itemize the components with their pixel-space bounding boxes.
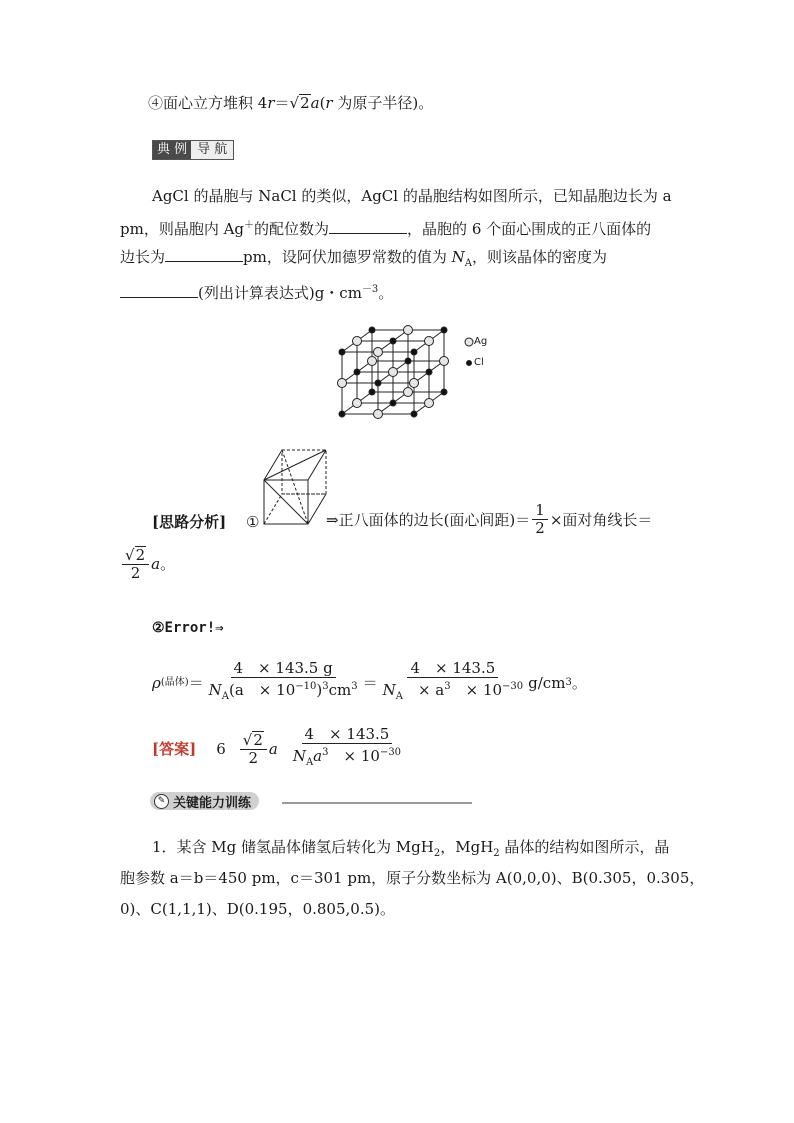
frac2-A: A bbox=[395, 691, 403, 702]
density-end: 。 bbox=[571, 673, 587, 692]
answer-fraction-2 bbox=[240, 731, 267, 767]
analysis-label bbox=[152, 512, 226, 532]
ans3-exp: −30 bbox=[379, 747, 402, 758]
exercise-line-1 bbox=[152, 837, 669, 864]
paren-open: ( bbox=[319, 94, 326, 112]
ans3-num: 4 × 143.5 bbox=[302, 726, 393, 744]
exercise-line-2: 胞参数 a＝b＝450 pm，c＝301 pm，原子分数坐标为 A(0,0,0)、B(0.305，0.305， bbox=[120, 869, 705, 887]
rule-fcc-packing bbox=[148, 93, 433, 113]
ans2-radicand: 2 bbox=[253, 730, 263, 749]
problem-text-4c: 。 bbox=[378, 284, 394, 302]
ans3-A: A bbox=[305, 757, 314, 768]
section-rule bbox=[282, 802, 472, 804]
frac1-A: A bbox=[221, 691, 230, 702]
ans3-den bbox=[290, 744, 404, 771]
frac2-mid: × 10 bbox=[450, 681, 503, 699]
frac2-a-exp: 3 bbox=[444, 681, 451, 692]
var-a: a bbox=[310, 94, 320, 112]
period: 。 bbox=[160, 555, 176, 573]
frac1-rest: (a × 10 bbox=[229, 681, 296, 699]
ex-text-1: 1．某含 Mg 储氢晶体储氢后转化为 MgH bbox=[152, 838, 434, 856]
problem-text-4b: (列出计算表达式)g・cm bbox=[198, 284, 362, 302]
section-pill bbox=[150, 792, 259, 810]
problem-line-1 bbox=[152, 186, 672, 206]
rho: ρ bbox=[152, 673, 161, 692]
problem-text-1: AgCl 的晶胞与 NaCl 的类似，AgCl 的晶胞结构如图所示，已知晶胞边长为 a bbox=[152, 187, 672, 205]
analysis-text: ⇒正八面体的边长(面心间距)＝ bbox=[326, 510, 531, 529]
ans2-num: √2 bbox=[240, 731, 267, 750]
frac1-N: N bbox=[208, 681, 222, 699]
badge-left: 典 例 bbox=[153, 141, 191, 159]
key-ability-training-header bbox=[150, 792, 259, 810]
ans2-a: a bbox=[268, 739, 278, 758]
root2-num: √2 bbox=[122, 546, 149, 565]
ans2-den: 2 bbox=[248, 748, 259, 767]
frac2-rest: × a bbox=[402, 681, 445, 699]
step1-marker: ① bbox=[246, 513, 260, 531]
ex-text-1c: 晶体的结构如图所示，晶 bbox=[499, 838, 670, 856]
root2-radicand: 2 bbox=[135, 546, 146, 564]
ans3-a: a bbox=[313, 747, 323, 765]
answer-blank-2[interactable] bbox=[165, 247, 243, 262]
ex-text-1b: ，MgH bbox=[440, 838, 494, 856]
analysis-step1 bbox=[246, 512, 259, 532]
answer-blank-1[interactable] bbox=[329, 219, 407, 234]
ex-sub-2: 2 bbox=[493, 848, 500, 859]
var-r: r bbox=[267, 94, 275, 112]
note-text: 为原子半径)。 bbox=[332, 94, 434, 112]
analysis-line-2 bbox=[120, 546, 175, 582]
answer-label: [答案] bbox=[152, 739, 197, 758]
eq2: ＝ bbox=[362, 673, 378, 692]
sqrt-sign: √ bbox=[289, 94, 300, 112]
frac1-cm: cm bbox=[328, 681, 352, 699]
ex-sub-1: 2 bbox=[433, 848, 441, 859]
problem-text-3b: pm，设阿伏加德罗常数的值为 bbox=[243, 248, 452, 266]
analysis-label-text: [思路分析] bbox=[152, 513, 227, 531]
problem-text-2b: 的配位数为 bbox=[254, 220, 330, 238]
density-fraction-2 bbox=[380, 660, 527, 705]
answer-fraction-3 bbox=[290, 726, 404, 771]
answer-line bbox=[152, 726, 406, 771]
problem-text-2a: pm，则晶胞内 Ag bbox=[120, 220, 245, 238]
example-guide-badge bbox=[152, 140, 234, 160]
problem-line-4 bbox=[120, 280, 393, 303]
answer-blank-3[interactable] bbox=[120, 283, 198, 298]
density-fraction-1 bbox=[206, 660, 361, 705]
density-unit-exp: 3 bbox=[565, 676, 572, 688]
problem-line-2 bbox=[120, 216, 651, 239]
ag-plus: ＋ bbox=[244, 220, 255, 231]
root2-den: 2 bbox=[130, 564, 141, 582]
half-den: 2 bbox=[535, 519, 545, 537]
frac2-den bbox=[380, 678, 527, 705]
sub-A: A bbox=[464, 258, 472, 269]
pencil-circle-icon: ✎ bbox=[154, 794, 169, 809]
fraction-half bbox=[532, 502, 548, 537]
ans3-a-exp: 3 bbox=[322, 747, 329, 758]
eq1: ＝ bbox=[188, 673, 204, 692]
frac1-num: 4 × 143.5 g bbox=[231, 660, 336, 678]
legend-cl: Cl bbox=[474, 357, 484, 368]
var-N: N bbox=[451, 248, 465, 266]
legend-ag: Ag bbox=[474, 336, 488, 347]
note-r: r bbox=[325, 94, 333, 112]
frac2-exp: −30 bbox=[502, 681, 524, 692]
ans3-mid: × 10 bbox=[328, 747, 380, 765]
unit-exp: －3 bbox=[361, 284, 379, 295]
rho-sub: (晶体) bbox=[160, 676, 189, 688]
section-title: 关键能力训练 bbox=[173, 795, 252, 811]
frac2-num: 4 × 143.5 bbox=[407, 660, 498, 678]
frac2-N: N bbox=[382, 681, 396, 699]
analysis-line-1 bbox=[326, 502, 652, 537]
answer-value-1: 6 bbox=[216, 739, 226, 758]
frac1-close: ) bbox=[316, 681, 323, 699]
frac1-cube: 3 bbox=[322, 681, 329, 692]
frac1-den bbox=[206, 678, 361, 705]
fraction-root2-over-2 bbox=[122, 546, 149, 582]
equals: ＝ bbox=[274, 94, 290, 112]
exercise-line-3: 0)、C(1,1,1)、D(0.195，0.805,0.5)。 bbox=[120, 900, 395, 918]
frac1-exp: −10 bbox=[295, 681, 317, 692]
half-num: 1 bbox=[532, 502, 548, 520]
problem-text-2c: ，晶胞的 6 个面心围成的正八面体的 bbox=[407, 220, 652, 238]
frac1-cm-exp: 3 bbox=[351, 681, 358, 692]
problem-line-3 bbox=[120, 247, 607, 274]
analysis-text2: ×面对角线长＝ bbox=[549, 510, 653, 529]
var-a-2: a bbox=[151, 555, 161, 573]
face-diagonal-cube-figure bbox=[262, 446, 332, 528]
sqrt-radicand: 2 bbox=[300, 94, 310, 112]
rule-prefix: ④面心立方堆积 4 bbox=[148, 94, 268, 112]
density-unit: g/cm bbox=[528, 673, 566, 692]
badge-right: 导 航 bbox=[191, 141, 233, 159]
analysis-step2: ②Error!⇒ bbox=[152, 620, 224, 636]
ans3-N: N bbox=[292, 747, 306, 765]
problem-text-3c: ，则该晶体的密度为 bbox=[471, 248, 607, 266]
density-formula bbox=[152, 660, 587, 705]
problem-text-3a: 边长为 bbox=[120, 248, 166, 266]
